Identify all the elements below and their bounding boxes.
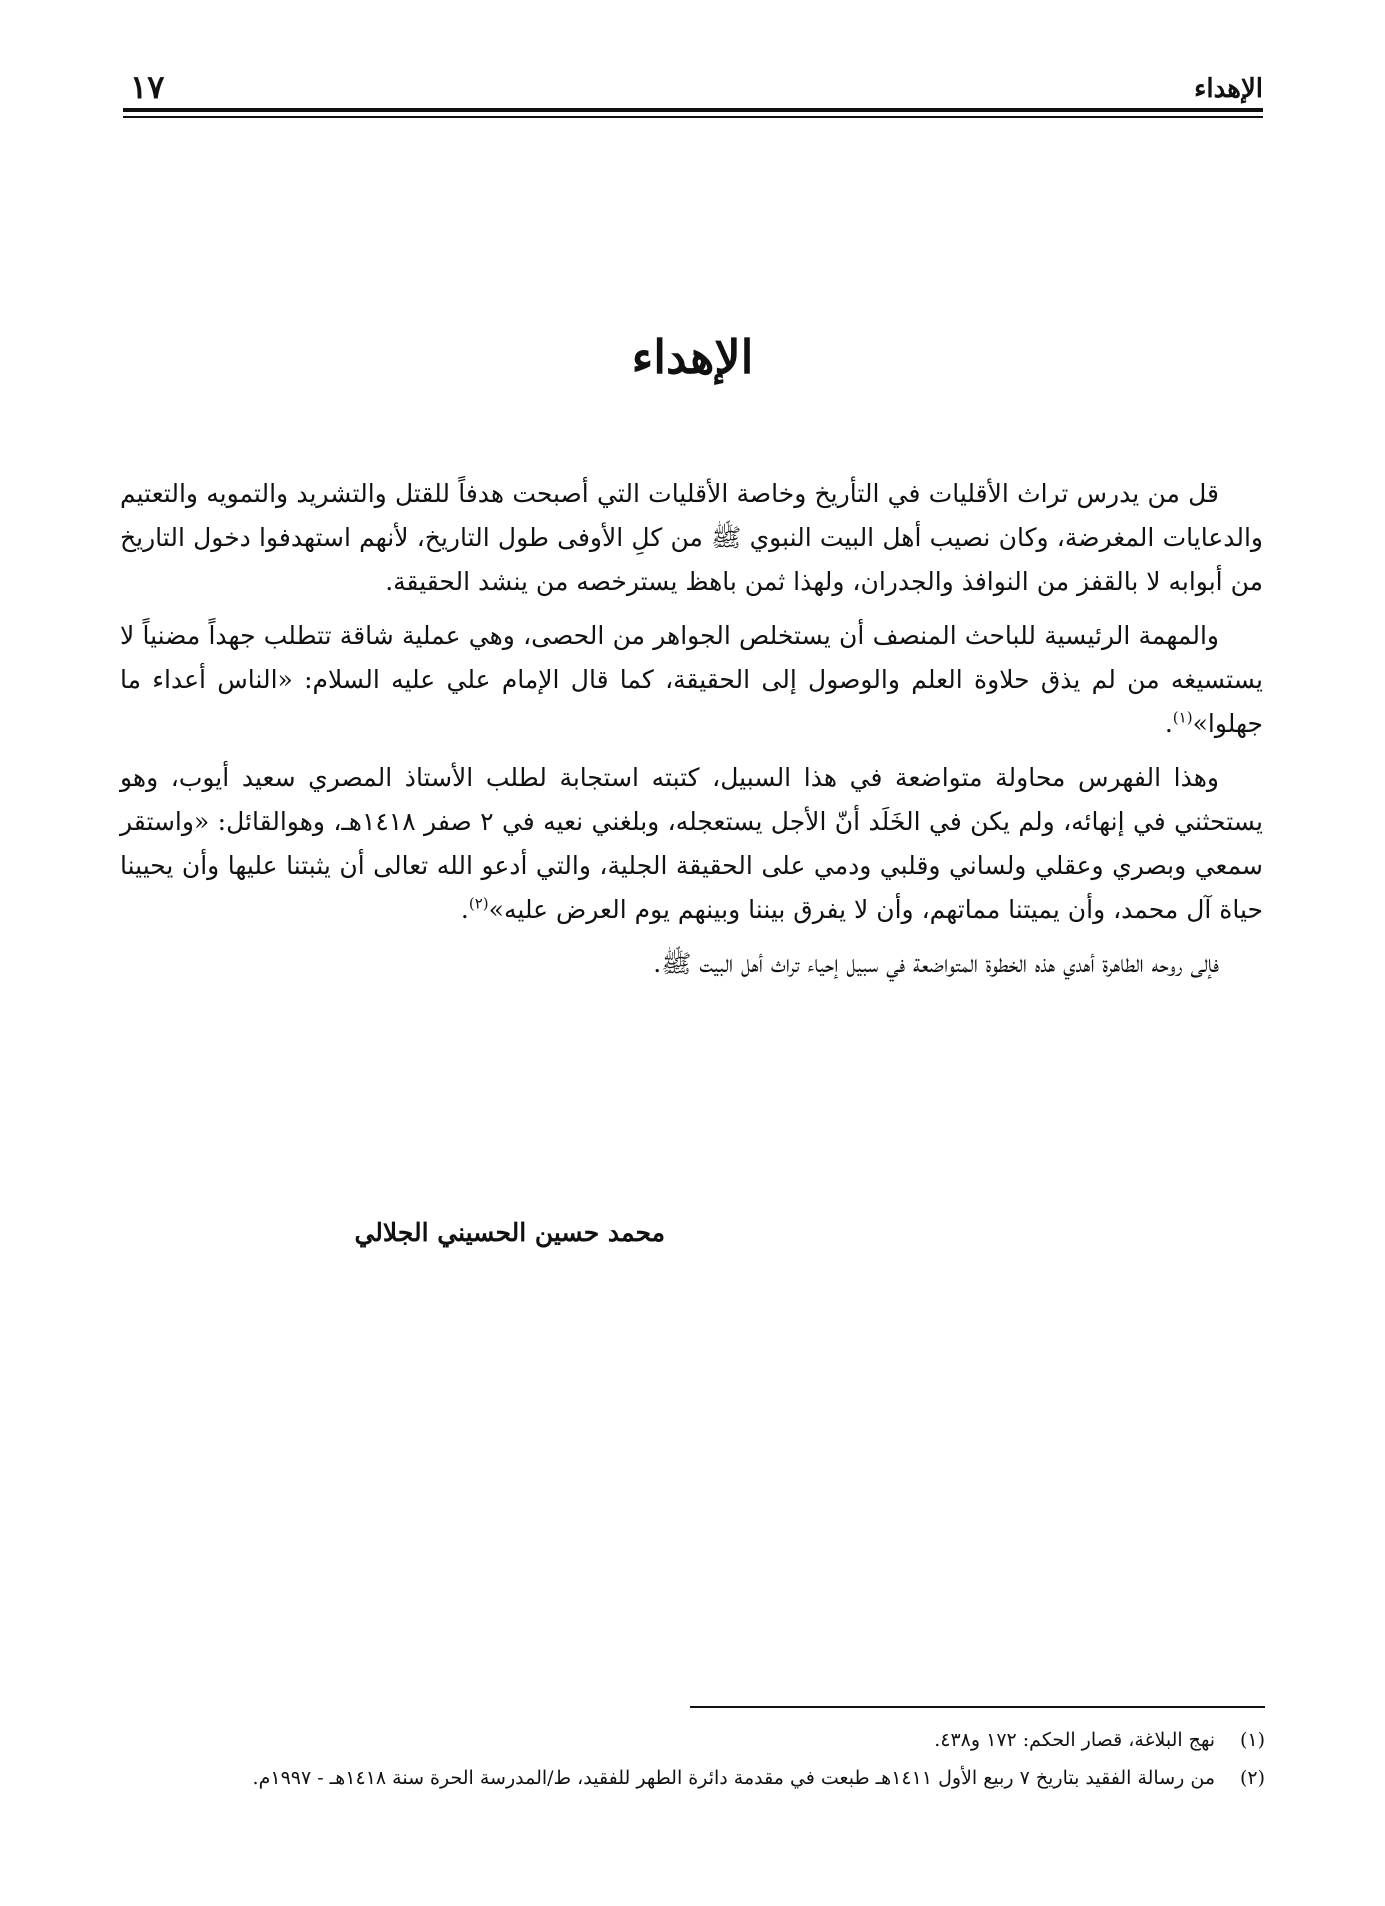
header-divider-thick: [123, 108, 1263, 112]
footnote-2-number: (٢): [1239, 1767, 1265, 1789]
footnotes: [124, 1722, 1265, 1798]
paragraph-2: [120, 614, 1263, 746]
paragraph-3-tail: .: [460, 895, 469, 924]
footnote-1-number: (١): [1239, 1729, 1265, 1751]
page-title: الإهداء: [631, 330, 754, 384]
footnote-1: [124, 1722, 1265, 1758]
page-number: ١٧: [130, 68, 165, 106]
paragraph-3: [120, 756, 1263, 932]
footnote-ref-2[interactable]: (٢): [468, 894, 489, 913]
paragraph-3-text: وهذا الفهرس محاولة متواضعة في هذا السبيل، كتبته استجابة لطلب الأستاذ المصري سعيد أيوب، وهو يستحثني في إنهائه، ولم يكن في الخَلَد أنّ الأجل يستعجله، وبلغني نعيه في ٢ صفر ١٤١٨هـ، وهوالقائل: «واستقر سمعي وبصري وعقلي ولساني وقلبي ودمي على الحقيقة الجلية، والتي أدعو الله تعالى أن يثبتنا عليها وأن يحيينا حياة آل محمد، وأن يميتنا مماتهم، وأن لا يفرق بيننا وبينهم يوم العرض عليه»: [120, 763, 1264, 924]
paragraph-1-text: قل من يدرس تراث الأقليات في التأريخ وخاصة الأقليات التي أصبحت هدفاً للقتل والتشريد والتمويه والتعتيم والدعايات المغرضة، وكان نصيب أهل البيت النبوي ﷺ من كلِ الأوفى طول التاريخ، لأنهم استهدفوا دخول التاريخ من أبوابه لا بالقفز من النوافذ والجدران، ولهذا ثمن باهظ يسترخصه من ينشد الحقيقة.: [120, 479, 1263, 596]
running-header: [118, 68, 1263, 110]
paragraph-4-text: فإلى روحه الطاهرة أهدي هذه الخطوة المتواضعة في سبيل إحياء تراث أهل البيت ﷺ.: [653, 949, 1219, 978]
footnote-1-text: نهج البلاغة، قصار الحكم: ١٧٢ و٤٣٨.: [934, 1729, 1215, 1751]
paragraph-1: [120, 472, 1263, 604]
footnote-2: [124, 1760, 1265, 1796]
paragraph-2-tail: .: [1164, 709, 1173, 738]
footnote-ref-1[interactable]: (١): [1172, 708, 1193, 727]
footnote-2-text: من رسالة الفقيد بتاريخ ٧ ربيع الأول ١٤١١هـ طبعت في مقدمة دائرة الطهر للفقيد، ط/المدرسة الحرة سنة ١٤١٨هـ - ١٩٩٧م.: [252, 1767, 1215, 1789]
footnote-divider: [690, 1706, 1265, 1708]
paragraph-4: [120, 942, 1263, 986]
header-divider-thin: [123, 116, 1263, 118]
paragraph-2-text: والمهمة الرئيسية للباحث المنصف أن يستخلص الجواهر من الحصى، وهي عملية شاقة تتطلب جهداً مضنياً لا يستسيغه من لم يذق حلاوة العلم والوصول إلى الحقيقة، كما قال الإمام علي عليه السلام: «الناس أعداء ما جهلوا»: [120, 621, 1263, 738]
running-header-title: الإهداء: [1194, 74, 1263, 104]
body-text: [120, 472, 1263, 996]
author-signature: محمد حسين الحسيني الجلالي: [354, 1218, 665, 1247]
